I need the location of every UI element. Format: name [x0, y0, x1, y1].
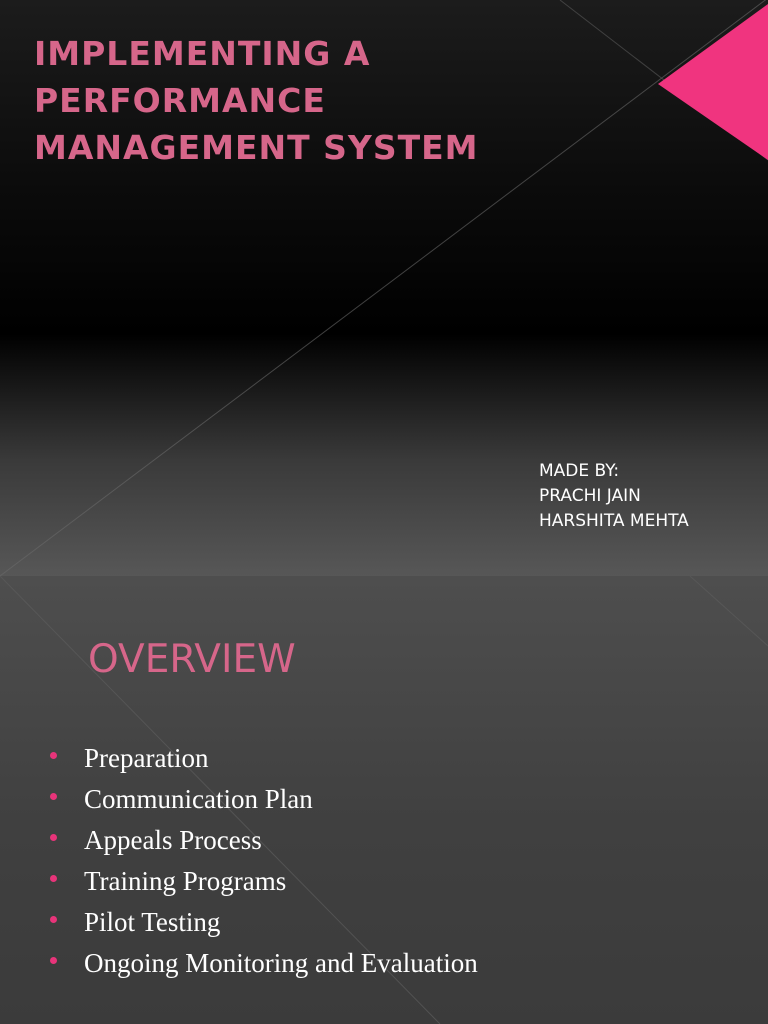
list-item-text: Appeals Process [84, 825, 262, 855]
list-item-text: Training Programs [84, 866, 287, 896]
title-line: PERFORMANCE [34, 81, 326, 120]
list-item [48, 738, 478, 779]
list-item-text: Ongoing Monitoring and Evaluation [84, 948, 478, 978]
overview-heading: OVERVIEW [88, 637, 296, 682]
list-item [48, 820, 478, 861]
bullet-icon [50, 957, 57, 964]
list-item [48, 779, 478, 820]
list-item-text: Preparation [84, 743, 209, 773]
presentation-title [34, 30, 594, 171]
pink-triangle-accent [658, 4, 768, 160]
list-item-text: Communication Plan [84, 784, 313, 814]
overview-slide [0, 576, 768, 1024]
overview-list [48, 738, 478, 984]
author-name: PRACHI JAIN [539, 486, 641, 506]
bullet-icon [50, 793, 57, 800]
made-by-label: MADE BY: [539, 461, 620, 481]
title-line: MANAGEMENT SYSTEM [34, 128, 479, 167]
bullet-icon [50, 875, 57, 882]
title-line: IMPLEMENTING A [34, 34, 371, 73]
list-item [48, 943, 478, 984]
list-item [48, 902, 478, 943]
list-item-text: Pilot Testing [84, 907, 221, 937]
list-item [48, 861, 478, 902]
bullet-icon [50, 916, 57, 923]
authors-block [539, 459, 689, 534]
bullet-icon [50, 834, 57, 841]
author-name: HARSHITA MEHTA [539, 511, 689, 531]
bullet-icon [50, 752, 57, 759]
